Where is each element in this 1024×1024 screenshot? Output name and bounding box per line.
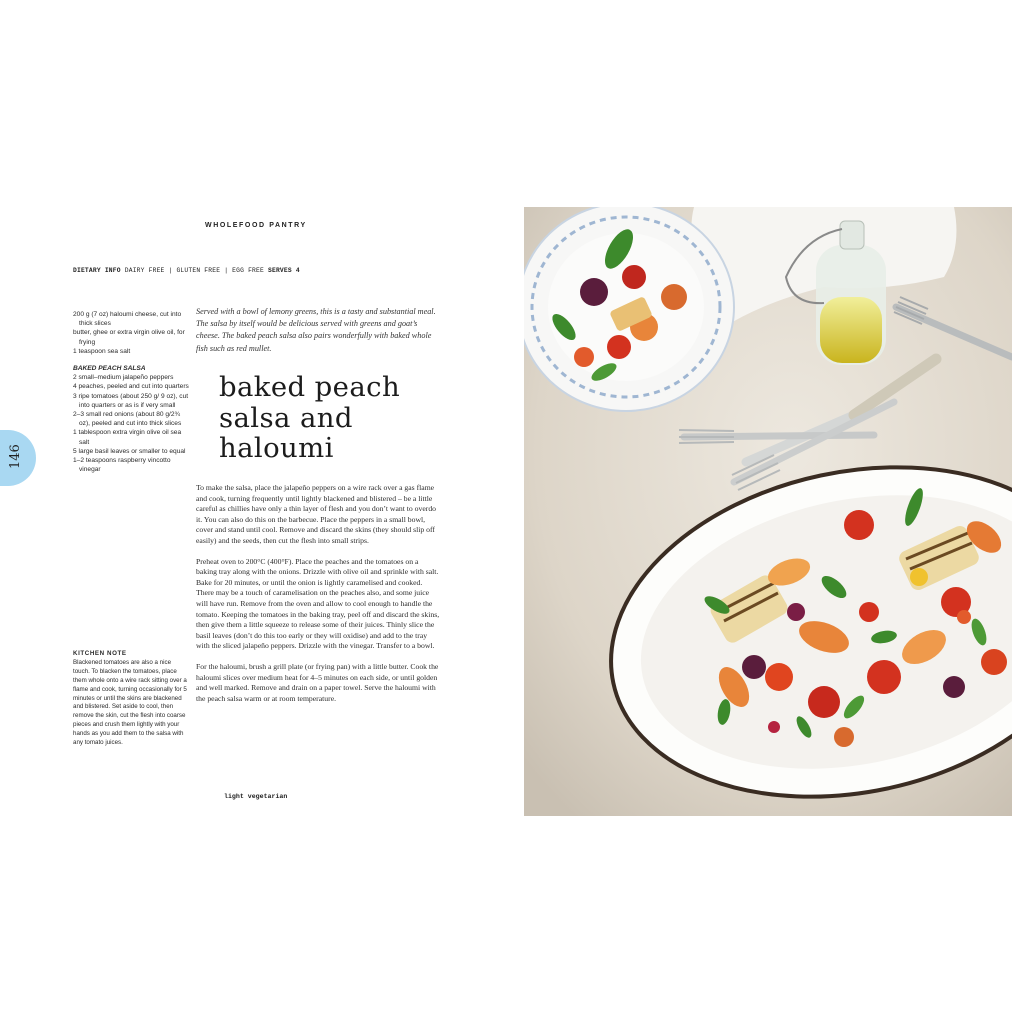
title-line: salsa and <box>219 401 353 434</box>
ingredient-item: butter, ghee or extra virgin olive oil, for frying <box>73 329 185 346</box>
recipe-title <box>219 372 439 464</box>
page-number: 146 <box>8 444 23 469</box>
kitchen-note-text: Blackened tomatoes are also a nice touch. To blacken the tomatoes, place them whole onto a wire rack sitting over a flame and cook, turning occasionally for 5 minutes or until the skins are blackened and blistered. Set aside to cool, then remove the skin, cut the flesh into coarse pieces and crush them lightly with your hands as you add them to the salsa with any tomato juices. <box>73 658 187 747</box>
ingredient-item: 200 g (7 oz) haloumi cheese, cut into thick slices <box>73 311 182 328</box>
method-paragraph: For the haloumi, brush a grill plate (or frying pan) with a little butter. Cook the haloumi slices over medium heat for 4–5 minutes on each side, or until golden and well marked. Remove and drain on a paper towel. Serve the haloumi with the peach salsa warm or at room temperature. <box>196 661 439 703</box>
ingredient-item: 1 tablespoon extra virgin olive oil sea salt <box>73 429 182 446</box>
ingredient-list <box>73 310 191 482</box>
kitchen-note <box>73 650 187 748</box>
ingredient-group-salsa <box>73 364 191 474</box>
kitchen-note-title: KITCHEN NOTE <box>73 650 127 657</box>
ingredient-item: 2 small–medium jalapeño peppers <box>73 374 174 382</box>
ingredient-item: 3 ripe tomatoes (about 250 g/ 9 oz), cut into quarters or as is if very small <box>73 392 189 409</box>
dietary-label: DIETARY INFO <box>73 267 121 274</box>
ingredient-item: 1 teaspoon sea salt <box>73 347 131 355</box>
method-paragraph: Preheat oven to 200°C (400°F). Place the peaches and the tomatoes on a baking tray along with the onions. Drizzle with olive oil and sprinkle with salt. Bake for 20 minutes, or until the onion is lightly caramelised and cooked. There may be a touch of caramelisation on the peaches also, and some juice will have run. Remove from the oven and allow to cool enough to handle the tomato. Keeping the tomatoes in the baking tray, peel off and discard the skins, then give them a little squeeze to release some of their juices. Thinly slice the basil leaves (don’t do this too early or they will oxidise) and add to the tray with the sliced jalapeño peppers. Drizzle with the vinegar. Transfer to a bowl. <box>196 556 440 651</box>
small-bowl-icon <box>524 207 734 411</box>
running-head: WHOLEFOOD PANTRY <box>205 222 307 229</box>
recipe-method <box>196 483 440 714</box>
photo-illustration <box>524 207 1012 816</box>
page-footer: light vegetarian <box>224 793 288 800</box>
dietary-tags: DAIRY FREE | GLUTEN FREE | EGG FREE <box>124 267 264 274</box>
dietary-info <box>73 267 300 274</box>
serves-count: 4 <box>295 267 300 274</box>
title-line: haloumi <box>219 432 334 464</box>
method-paragraph: To make the salsa, place the jalapeño peppers on a wire rack over a gas flame and cook, turning frequently until lightly blackened and blistered – be a little careful as chillies have only a thin layer of flesh and you don’t want to overdo it. You can also do this on the barbecue. Place the peppers in a small bowl, cover and stand until cool. Remove and discard the skins (they should slip off easily) and the seeds, then cut the flesh into small strips. <box>196 483 437 545</box>
recipe-photo <box>524 207 1012 816</box>
ingredient-item: 2–3 small red onions (about 80 g/2¾ oz), peeled and cut into thick slices <box>73 411 182 428</box>
ingredient-item: 5 large basil leaves or smaller to equal <box>73 447 186 455</box>
recipe-intro: Served with a bowl of lemony greens, this is a tasty and substantial meal. The salsa by itself would be delicious served with greens and goat’s cheese. The baked peach salsa also pairs wonderfully with baked whole fish such as red mullet. <box>196 307 436 353</box>
ingredient-item: 1–2 teaspoons raspberry vincotto vinegar <box>73 457 171 474</box>
ingredient-group-main <box>73 310 191 356</box>
ingredient-item: 4 peaches, peeled and cut into quarters <box>73 383 189 391</box>
title-line: baked peach <box>219 371 401 403</box>
serves-label: SERVES <box>267 267 292 274</box>
salsa-heading: BAKED PEACH SALSA <box>73 365 146 373</box>
